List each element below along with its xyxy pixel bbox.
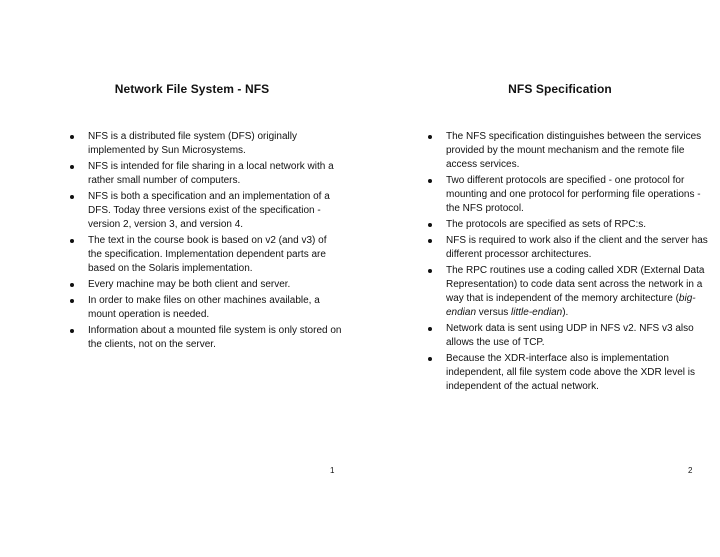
slide-1-bullet-list	[88, 130, 342, 354]
slide-2	[360, 0, 720, 557]
bullet-icon	[428, 357, 432, 361]
bullet-icon	[428, 223, 432, 227]
bullet-icon	[70, 299, 74, 303]
list-item	[446, 174, 708, 216]
bullet-text: The text in the course book is based on v2 (and v3) of the specification. Implementation dependent parts are based on the Solaris implementation.	[88, 235, 327, 274]
bullet-text: In order to make files on other machines available, a mount operation is needed.	[88, 295, 320, 320]
list-item	[446, 264, 708, 320]
bullet-icon	[70, 195, 74, 199]
list-item	[446, 322, 708, 350]
bullet-text: Two different protocols are specified - one protocol for mounting and one protocol for performing file operations - the NFS protocol.	[446, 175, 701, 214]
bullet-icon	[70, 135, 74, 139]
slide-1-title: Network File System - NFS	[114, 82, 270, 96]
bullet-text: Information about a mounted file system is only stored on the clients, not on the server.	[88, 325, 342, 350]
bullet-text: Every machine may be both client and server.	[88, 279, 291, 290]
bullet-icon	[70, 239, 74, 243]
bullet-icon	[70, 329, 74, 333]
bullet-text: The NFS specification distinguishes between the services provided by the mount mechanism and the remote file access services.	[446, 131, 702, 170]
bullet-icon	[428, 327, 432, 331]
bullet-icon	[428, 269, 432, 273]
bullet-icon	[428, 239, 432, 243]
list-item	[88, 234, 342, 276]
bullet-text-part: The RPC routines use a coding called XDR (External Data Representation) to code data sent across the network in a way that is independent of the memory architecture (	[446, 265, 705, 304]
bullet-icon	[428, 135, 432, 139]
list-item	[88, 324, 342, 352]
emphasis-big-endian: big-endian	[446, 293, 696, 318]
bullet-text-part: ).	[562, 307, 569, 318]
bullet-text: The protocols are specified as sets of RPC:s.	[446, 219, 647, 230]
bullet-text: Network data is sent using UDP in NFS v2. NFS v3 also allows the use of TCP.	[446, 323, 694, 348]
bullet-text	[446, 265, 704, 318]
bullet-text: Because the XDR-interface also is implementation independent, all file system code above the XDR level is independent of the actual network.	[446, 353, 696, 392]
page-number: 1	[330, 466, 335, 475]
bullet-text: NFS is required to work also if the client and the server has different processor architectures.	[446, 235, 708, 260]
list-item	[88, 294, 342, 322]
list-item	[88, 190, 342, 232]
list-item	[446, 234, 708, 262]
list-item	[88, 130, 342, 158]
list-item	[446, 218, 708, 232]
slide-2-title: NFS Specification	[508, 82, 612, 96]
slide-2-bullet-list	[446, 130, 708, 396]
list-item	[446, 130, 708, 172]
list-item	[88, 278, 342, 292]
emphasis-little-endian: little-endian	[511, 307, 563, 318]
bullet-text: NFS is both a specification and an implementation of a DFS. Today three versions exist of the specification - version 2, version 3, and version 4.	[88, 191, 330, 230]
list-item	[88, 160, 342, 188]
bullet-icon	[428, 179, 432, 183]
bullet-text: NFS is intended for file sharing in a local network with a rather small number of computers.	[88, 161, 334, 186]
bullet-icon	[70, 165, 74, 169]
bullet-text: NFS is a distributed file system (DFS) originally implemented by Sun Microsystems.	[88, 131, 297, 156]
bullet-icon	[70, 283, 74, 287]
bullet-text-part: versus	[476, 307, 512, 318]
page-number: 2	[688, 466, 693, 475]
list-item	[446, 352, 708, 394]
